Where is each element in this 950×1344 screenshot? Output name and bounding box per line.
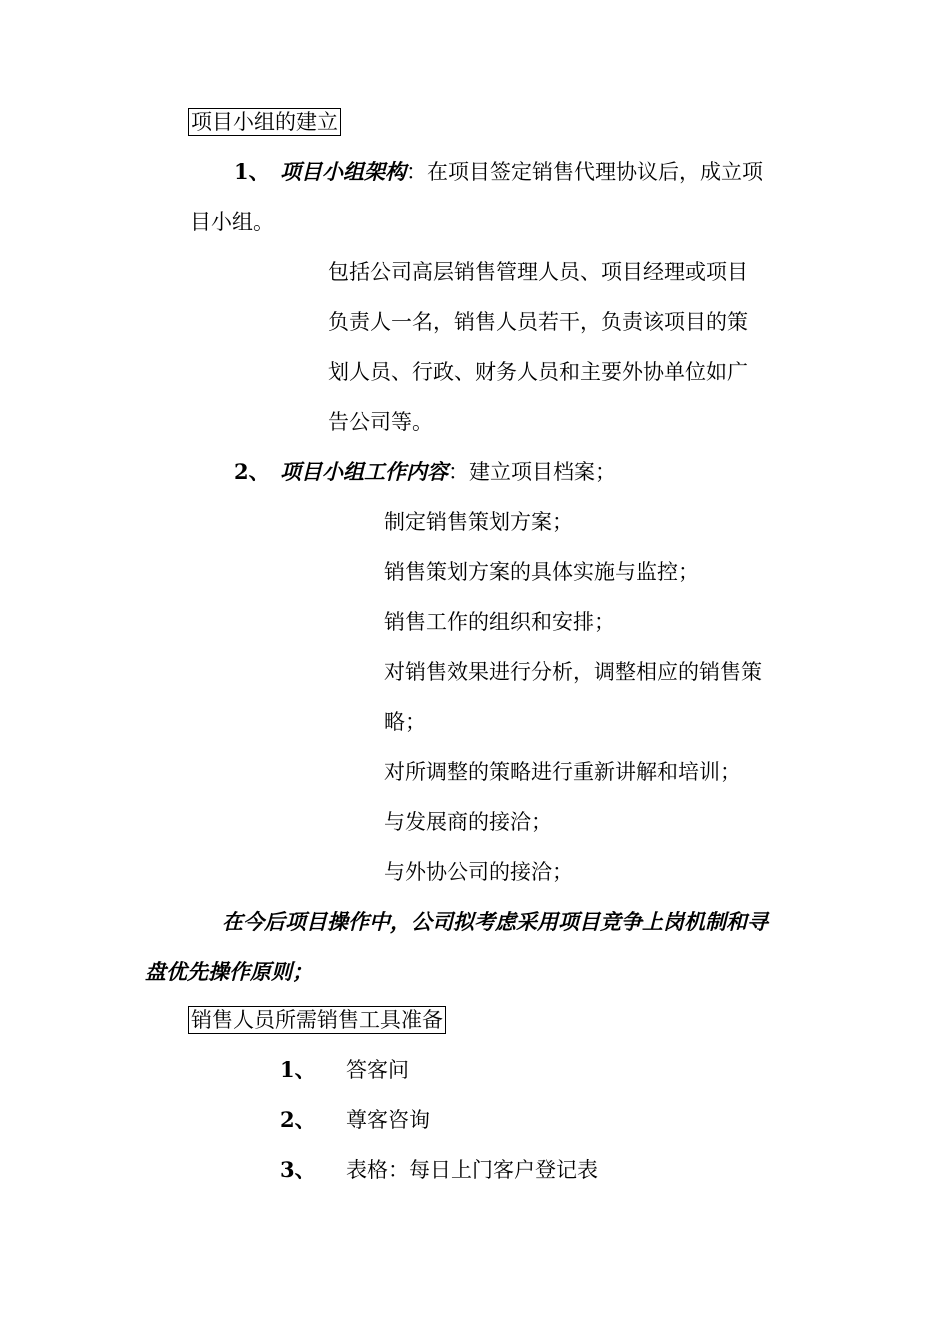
item-number: 3、 <box>280 1157 316 1182</box>
task-line: 销售工作的组织和安排； <box>384 610 615 634</box>
item-number: 1、 <box>280 1057 316 1082</box>
members-line: 负责人一名，销售人员若干，负责该项目的策 <box>328 310 748 334</box>
item-text: 答客问 <box>346 1058 409 1082</box>
item-number: 1、 <box>234 159 270 184</box>
task-line: 对销售效果进行分析，调整相应的销售策 <box>384 660 762 684</box>
section-heading-sales-tools <box>188 1006 446 1034</box>
emphasis-line: 在今后项目操作中，公司拟考虑采用项目竞争上岗机制和寻 <box>222 909 768 934</box>
task-line: 略； <box>384 710 426 734</box>
list-item <box>280 1056 409 1084</box>
task-line: 与发展商的接洽； <box>384 810 552 834</box>
members-line: 划人员、行政、财务人员和主要外协单位如广 <box>328 360 748 384</box>
members-line: 包括公司高层销售管理人员、项目经理或项目 <box>328 260 748 284</box>
item-title: 项目小组架构 <box>280 159 406 184</box>
task-line: 对所调整的策略进行重新讲解和培训； <box>384 760 741 784</box>
members-line: 告公司等。 <box>328 410 433 434</box>
list-item <box>280 1106 430 1134</box>
item-team-structure-continuation: 目小组。 <box>190 210 274 234</box>
section-heading-project-team <box>188 108 341 136</box>
item-text: 在项目签定销售代理协议后，成立项 <box>427 160 763 184</box>
list-item <box>280 1156 598 1184</box>
task-line: 制定销售策划方案； <box>384 510 573 534</box>
section-heading-text: 项目小组的建立 <box>188 108 341 136</box>
item-number: 2、 <box>234 459 270 484</box>
item-colon: ： <box>448 460 469 484</box>
item-text: 建立项目档案； <box>469 460 616 484</box>
item-text: 尊客咨询 <box>346 1108 430 1132</box>
item-title: 项目小组工作内容 <box>280 459 448 484</box>
item-team-work-content <box>234 458 616 486</box>
item-number: 2、 <box>280 1107 316 1132</box>
task-line: 与外协公司的接洽； <box>384 860 573 884</box>
task-line: 销售策划方案的具体实施与监控； <box>384 560 699 584</box>
item-colon: ： <box>406 160 427 184</box>
emphasis-line: 盘优先操作原则； <box>145 959 313 984</box>
item-text: 表格：每日上门客户登记表 <box>346 1158 598 1182</box>
section-heading-text: 销售人员所需销售工具准备 <box>188 1006 446 1034</box>
item-team-structure <box>234 158 763 186</box>
